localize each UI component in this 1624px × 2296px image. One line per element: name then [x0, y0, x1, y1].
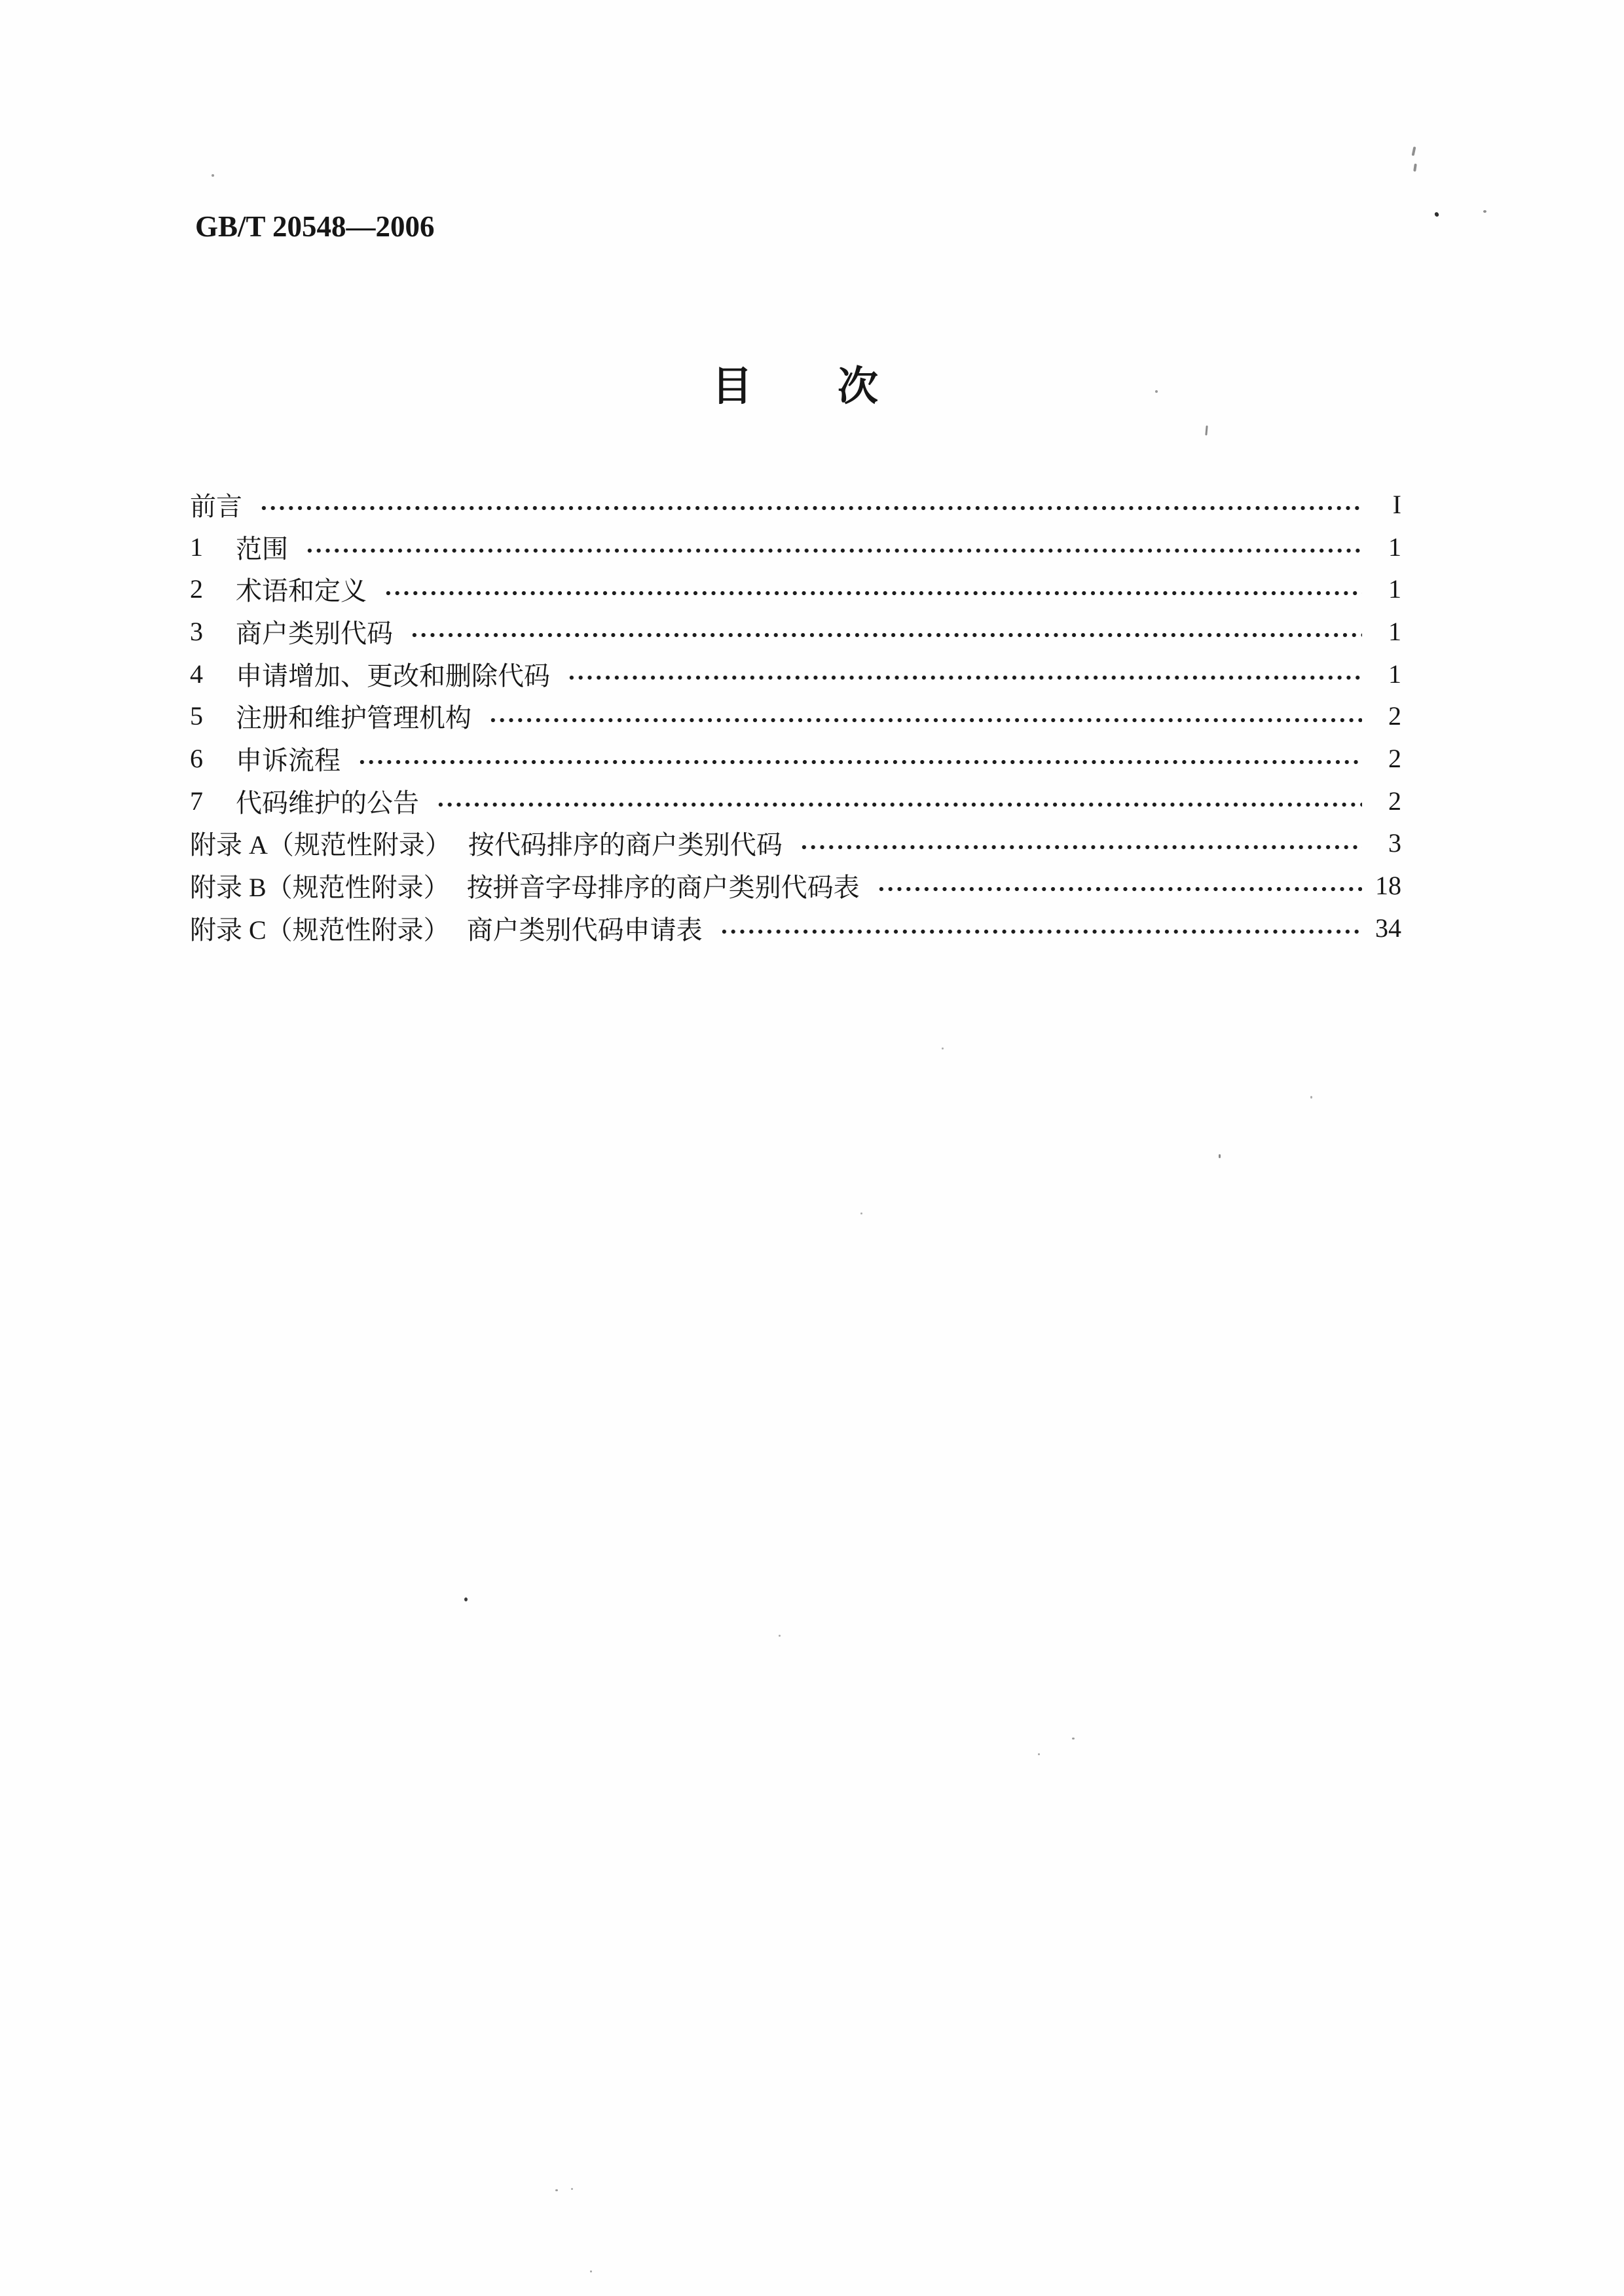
toc-leader-dots — [489, 695, 1362, 737]
toc-entry-title: 申请增加、更改和删除代码 — [236, 661, 550, 691]
scan-artifact — [464, 1597, 468, 1601]
toc-entry — [190, 864, 1401, 907]
toc-entry-page: 1 — [1388, 616, 1401, 646]
scan-artifact — [779, 1635, 781, 1637]
toc-leader-dots — [720, 907, 1362, 949]
toc-entry-title: 代码维护的公告 — [236, 788, 419, 818]
scan-artifact — [1205, 426, 1208, 435]
toc-entry-page: 3 — [1388, 828, 1401, 858]
toc-leader-dots — [800, 822, 1362, 865]
toc-leader-dots — [358, 737, 1362, 780]
toc-entry-page: 1 — [1388, 532, 1401, 562]
scan-artifact — [1072, 1738, 1075, 1740]
scan-artifact — [1310, 1096, 1312, 1099]
toc-entry-title: 按代码排序的商户类别代码 — [468, 830, 783, 860]
toc-leader-dots — [410, 610, 1362, 653]
toc-entry-page: I — [1392, 489, 1401, 519]
toc-entry-page: 2 — [1388, 701, 1401, 731]
scan-artifact — [571, 2188, 573, 2190]
toc-entry-title: 申诉流程 — [236, 745, 341, 775]
toc-entry-number: 5 — [190, 701, 203, 731]
scan-artifact — [1219, 1154, 1221, 1158]
toc-entry-title: 注册和维护管理机构 — [236, 703, 471, 733]
toc-entry-page: 2 — [1388, 786, 1401, 816]
scan-artifact — [860, 1212, 862, 1214]
scan-artifact — [590, 2270, 592, 2272]
scan-artifact — [1434, 211, 1440, 217]
toc-entry — [190, 737, 1401, 780]
toc-entry-title: 前言 — [190, 491, 242, 521]
toc-entry-page: 1 — [1388, 574, 1401, 604]
toc-entry-number: 1 — [190, 532, 203, 562]
toc-entry-number: 7 — [190, 786, 203, 816]
toc-leader-dots — [567, 653, 1362, 695]
toc-entry-page: 2 — [1388, 743, 1401, 773]
toc-entry-page: 18 — [1375, 871, 1401, 901]
toc-entry — [190, 653, 1401, 695]
scan-artifact — [212, 174, 214, 177]
standard-number: GB/T 20548—2006 — [195, 210, 435, 243]
toc-leader-dots — [384, 568, 1362, 610]
toc-leader-dots — [305, 526, 1362, 568]
toc-entry — [190, 568, 1401, 610]
toc-entry — [190, 907, 1401, 949]
toc-leader-dots — [436, 780, 1362, 822]
scan-artifact — [1412, 147, 1416, 156]
toc-entry — [190, 483, 1401, 526]
toc-entry — [190, 526, 1401, 568]
toc-entry-number: 附录 B（规范性附录） — [190, 873, 450, 903]
toc-entry-page: 1 — [1388, 659, 1401, 689]
toc-entry-number: 2 — [190, 574, 203, 604]
toc-entry-title: 按拼音字母排序的商户类别代码表 — [466, 873, 860, 903]
toc-entry-title: 术语和定义 — [236, 576, 367, 606]
toc-entry-title: 商户类别代码 — [236, 618, 393, 648]
toc-entry — [190, 822, 1401, 865]
toc-entry — [190, 695, 1401, 737]
scan-artifact — [1483, 210, 1486, 213]
toc-entry-page: 34 — [1375, 913, 1401, 943]
toc-entry — [190, 610, 1401, 653]
toc-page-title: 目 次 — [711, 365, 879, 409]
toc-leader-dots — [877, 864, 1362, 907]
toc-list — [190, 483, 1401, 949]
toc-entry-title: 商户类别代码申请表 — [466, 915, 703, 945]
toc-entry-number: 3 — [190, 616, 203, 646]
toc-entry-number: 附录 A（规范性附录） — [190, 830, 451, 860]
scan-artifact — [555, 2189, 558, 2191]
toc-entry — [190, 780, 1401, 822]
toc-entry-number: 4 — [190, 659, 203, 689]
scan-artifact — [942, 1048, 944, 1049]
toc-entry-title: 范围 — [236, 534, 288, 564]
toc-entry-number: 6 — [190, 743, 203, 773]
toc-entry-number: 附录 C（规范性附录） — [190, 915, 450, 945]
toc-leader-dots — [259, 483, 1362, 526]
scan-artifact — [1038, 1753, 1040, 1755]
scan-artifact — [1413, 164, 1417, 172]
